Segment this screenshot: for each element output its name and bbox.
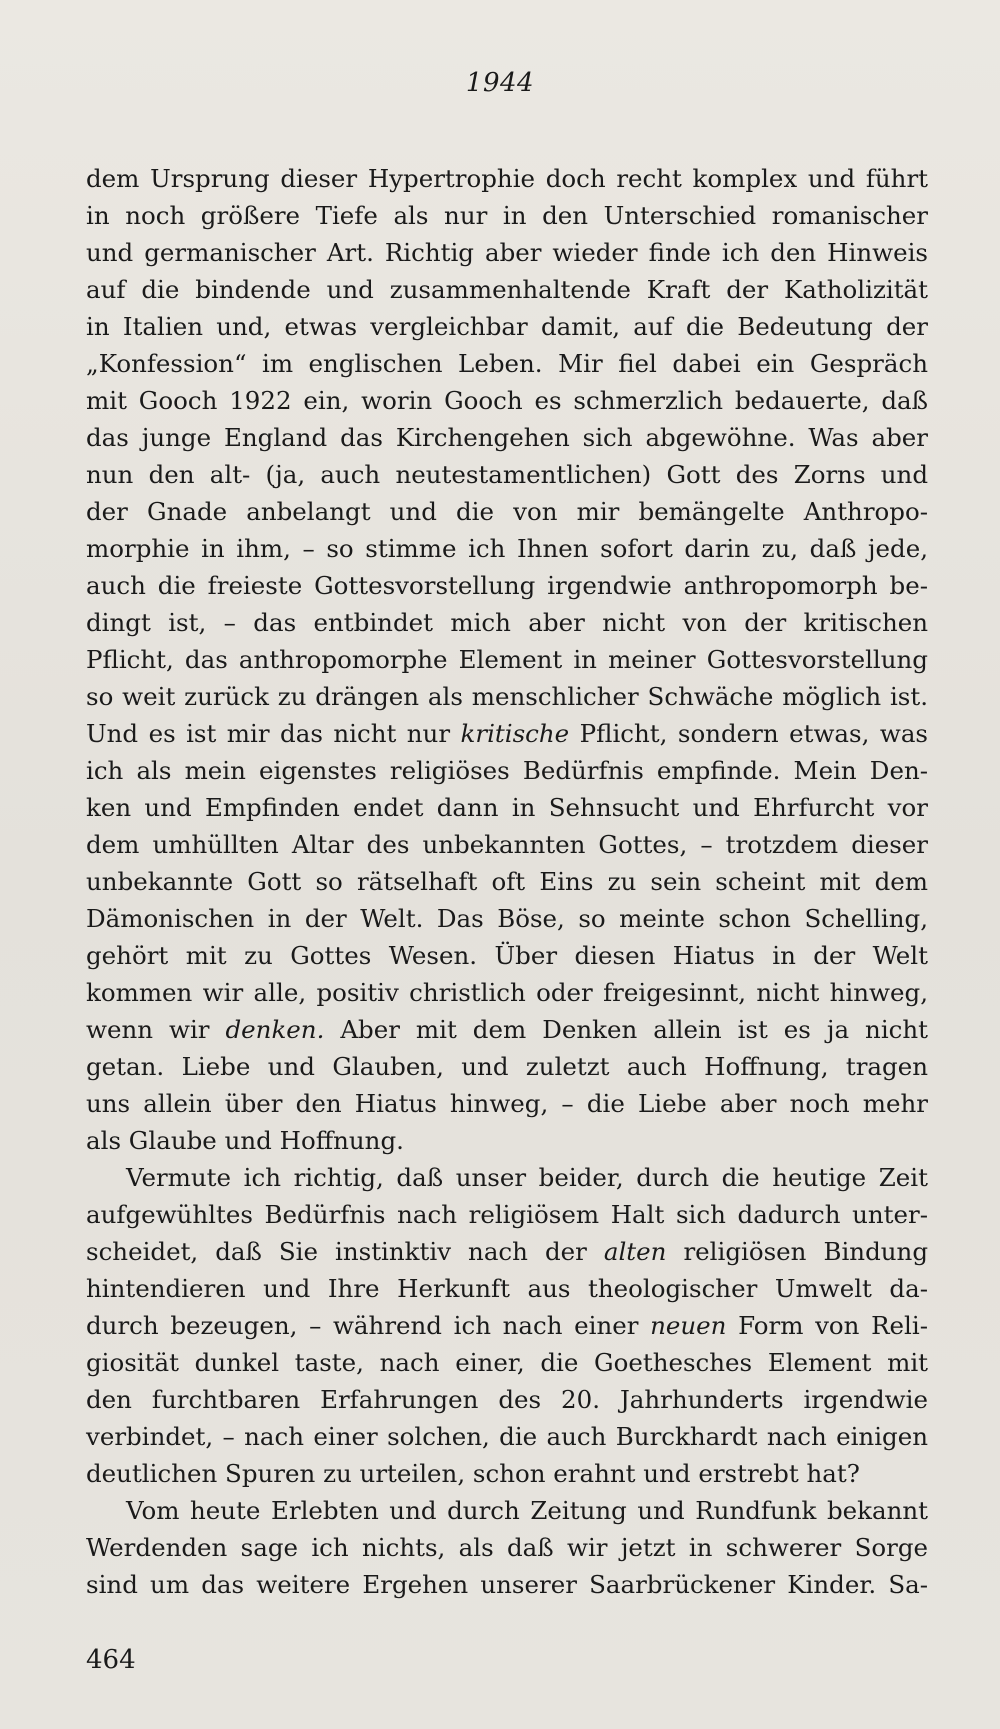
text-line: durch bezeugen, – während ich nach einer neuen Form von Reli- bbox=[86, 1311, 928, 1340]
text-line: Vermute ich richtig, daß unser beider, durch die heutige Zeit bbox=[126, 1163, 928, 1192]
text-line: hintendieren und Ihre Herkunft aus theologischer Umwelt da- bbox=[86, 1274, 928, 1303]
text-line: gehört mit zu Gottes Wesen. Über diesen Hiatus in der Welt bbox=[86, 941, 928, 970]
text-line: giosität dunkel taste, nach einer, die Goethesches Element mit bbox=[86, 1348, 928, 1377]
text-line: scheidet, daß Sie instinktiv nach der alten religiösen Bindung bbox=[86, 1237, 929, 1266]
text-line: Dämonischen in der Welt. Das Böse, so meinte schon Schelling, bbox=[86, 904, 928, 933]
text-line: der Gnade anbelangt und die von mir bemängelte Anthropo- bbox=[86, 497, 928, 526]
text-line: mit Gooch 1922 ein, worin Gooch es schmerzlich bedauerte, daß bbox=[86, 386, 928, 415]
text-line: aufgewühltes Bedürfnis nach religiösem Halt sich dadurch unter- bbox=[86, 1200, 928, 1229]
text-line: nun den alt- (ja, auch neutestamentlichen) Gott des Zorns und bbox=[86, 460, 928, 489]
emphasis-text: alten bbox=[603, 1237, 667, 1266]
body-text bbox=[86, 160, 928, 1603]
text-line: den furchtbaren Erfahrungen des 20. Jahrhunderts irgendwie bbox=[86, 1385, 928, 1414]
text-line: in noch größere Tiefe als nur in den Unterschied romanischer bbox=[86, 201, 928, 230]
text-line: ich als mein eigenstes religiöses Bedürfnis empfinde. Mein Den- bbox=[86, 756, 928, 785]
text-line: auf die bindende und zusammenhaltende Kraft der Katholizität bbox=[86, 275, 928, 304]
emphasis-text: kritische bbox=[460, 719, 570, 748]
text-line: kommen wir alle, positiv christlich oder freigesinnt, nicht hinweg, bbox=[86, 978, 928, 1007]
emphasis-text: neuen bbox=[650, 1311, 727, 1340]
text-line: sind um das weitere Ergehen unserer Saarbrückener Kinder. Sa- bbox=[86, 1570, 928, 1599]
emphasis-text: denken. bbox=[225, 1015, 325, 1044]
text-line: uns allein über den Hiatus hinweg, – die Liebe aber noch mehr bbox=[86, 1089, 928, 1118]
running-head-year: 1944 bbox=[465, 68, 535, 98]
text-line: deutlichen Spuren zu urteilen, schon erahnt und erstrebt hat? bbox=[86, 1459, 860, 1488]
text-line: wenn wir denken. Aber mit dem Denken allein ist es ja nicht bbox=[86, 1015, 928, 1044]
text-line: auch die freieste Gottesvorstellung irgendwie anthropomorph be- bbox=[86, 571, 928, 600]
text-line: dingt ist, – das entbindet mich aber nicht von der kritischen bbox=[86, 608, 928, 637]
text-line: getan. Liebe und Glauben, und zuletzt auch Hoffnung, tragen bbox=[86, 1052, 928, 1081]
text-line: unbekannte Gott so rätselhaft oft Eins zu sein scheint mit dem bbox=[86, 867, 928, 896]
text-line: und germanischer Art. Richtig aber wieder finde ich den Hinweis bbox=[86, 238, 928, 267]
page-number: 464 bbox=[86, 1645, 136, 1675]
text-line: Pflicht, das anthropomorphe Element in meiner Gottesvorstellung bbox=[86, 645, 928, 674]
text-line: „Konfession“ im englischen Leben. Mir fiel dabei ein Gespräch bbox=[86, 349, 928, 378]
text-line: ken und Empfinden endet dann in Sehnsucht und Ehrfurcht vor bbox=[86, 793, 928, 822]
text-line: dem Ursprung dieser Hypertrophie doch recht komplex und führt bbox=[86, 164, 928, 193]
text-line: als Glaube und Hoffnung. bbox=[86, 1126, 404, 1155]
text-line: in Italien und, etwas vergleichbar damit, auf die Bedeutung der bbox=[86, 312, 928, 341]
text-line: morphie in ihm, – so stimme ich Ihnen sofort darin zu, daß jede, bbox=[86, 534, 928, 563]
text-line: dem umhüllten Altar des unbekannten Gottes, – trotzdem dieser bbox=[86, 830, 928, 859]
text-line: Werdenden sage ich nichts, als daß wir jetzt in schwerer Sorge bbox=[86, 1533, 928, 1562]
text-line: verbindet, – nach einer solchen, die auch Burckhardt nach einigen bbox=[86, 1422, 928, 1451]
text-line: Vom heute Erlebten und durch Zeitung und Rundfunk bekannt bbox=[126, 1496, 928, 1525]
text-line: Und es ist mir das nicht nur kritische Pflicht, sondern etwas, was bbox=[86, 719, 929, 748]
text-line: das junge England das Kirchengehen sich abgewöhne. Was aber bbox=[86, 423, 928, 452]
text-line: so weit zurück zu drängen als menschlicher Schwäche möglich ist. bbox=[86, 682, 928, 711]
